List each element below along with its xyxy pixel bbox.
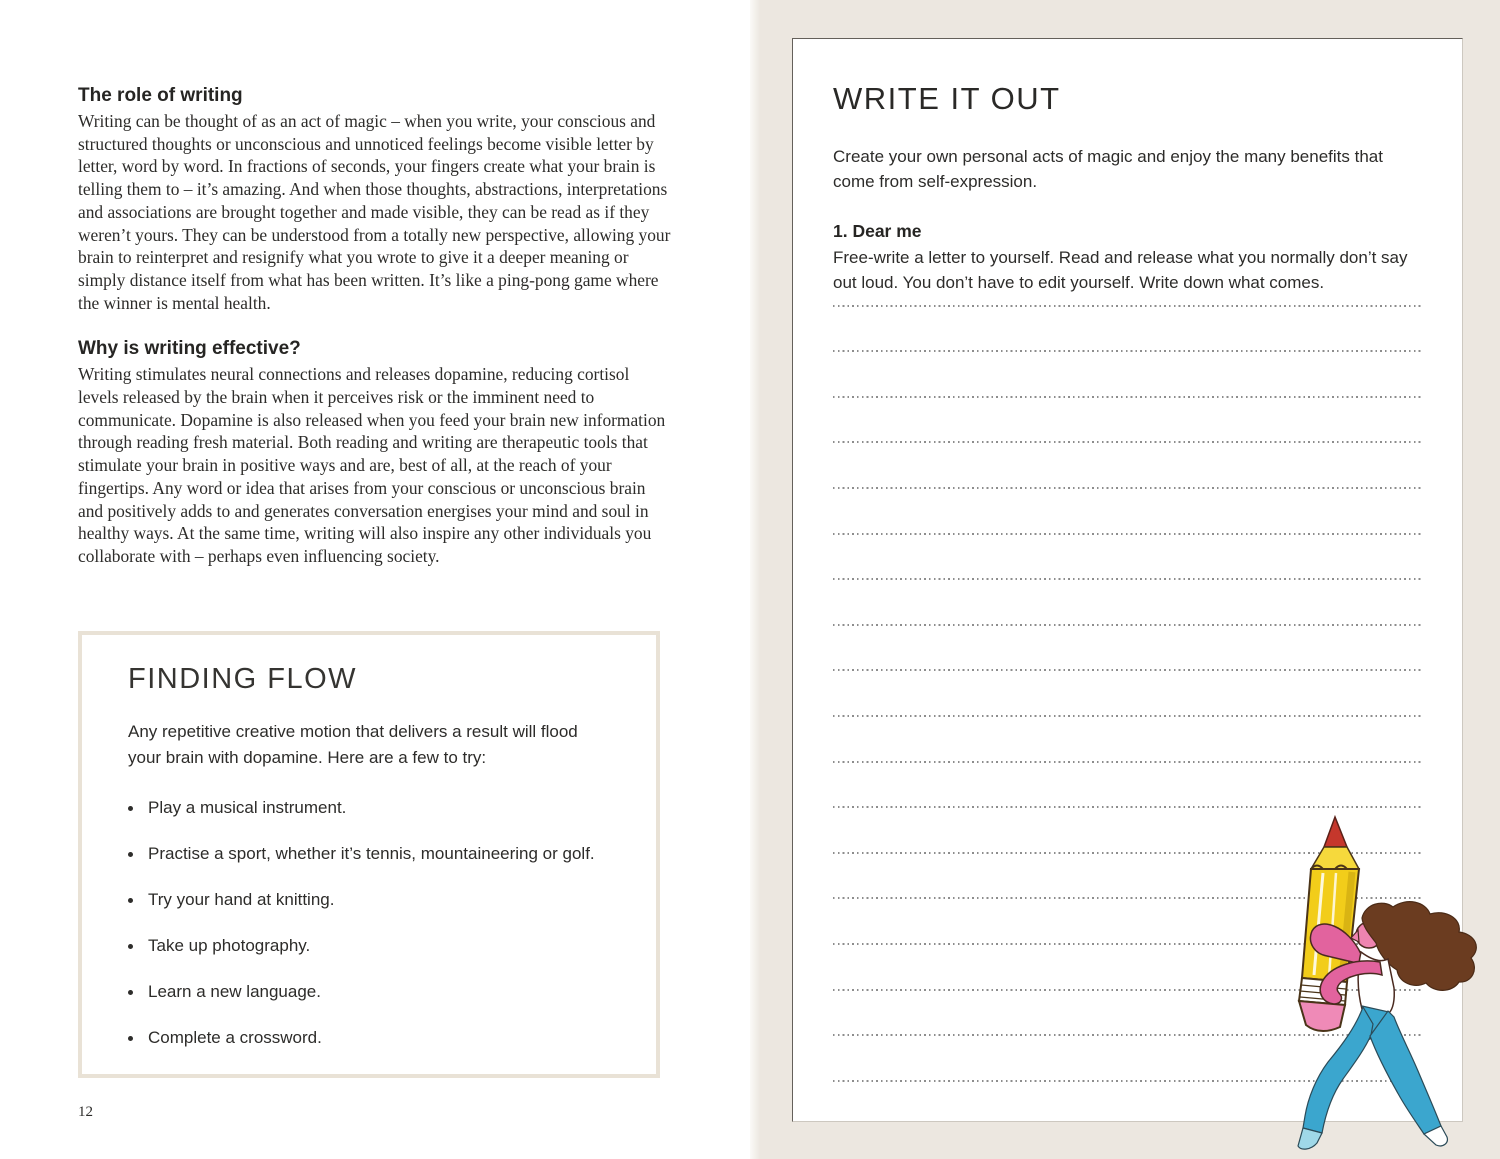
- writing-line: [833, 307, 1421, 353]
- finding-flow-box: [78, 631, 660, 1078]
- section-body: Writing stimulates neural connections and releases dopamine, reducing cortisol levels released by the brain when it perceives risk or the imminent need to communicate. Dopamine is also released when you feed your brain new information through reading fresh material. Both reading and writing are therapeutic tools that stimulate your brain in positive ways and are, best of all, at the reach of your fingertips. Any word or idea that arises from your conscious or unconscious brain and positively adds to and generates conversation energises your mind and soul in healthy ways. At the same time, writing will also inspire any other individuals you collaborate with – perhaps even influencing society.: [78, 364, 666, 566]
- list-item-label: Take up photography.: [148, 936, 311, 955]
- list-item: [128, 935, 616, 957]
- section-heading-role-of-writing: The role of writing: [78, 85, 243, 106]
- page-title: WRITE IT OUT: [833, 81, 1061, 116]
- exercise-body: Free-write a letter to yourself. Read and release what you normally don’t say out loud. You don’t have to edit yourself. Write down what comes.: [833, 248, 1408, 292]
- writing-line: [833, 443, 1421, 489]
- list-item-label: Try your hand at knitting.: [148, 890, 335, 909]
- bullet-icon: [128, 944, 133, 949]
- box-bullet-list: [128, 797, 616, 1049]
- list-item: [128, 1027, 616, 1049]
- pencil-tip: [1324, 817, 1347, 847]
- left-text-column: [78, 84, 674, 568]
- writing-line: [833, 671, 1421, 717]
- writing-line: [833, 763, 1421, 809]
- exercise-heading: 1. Dear me: [833, 221, 922, 241]
- bullet-icon: [128, 852, 133, 857]
- writing-line: [833, 261, 1421, 307]
- writing-line: [833, 626, 1421, 672]
- bullet-icon: [128, 806, 133, 811]
- bullet-icon: [128, 1036, 133, 1041]
- list-item: [128, 981, 616, 1003]
- list-item-label: Practise a sport, whether it’s tennis, mountaineering or golf.: [148, 844, 595, 863]
- box-intro: Any repetitive creative motion that delivers a result will flood your brain with dopamine. Here are a few to try:: [128, 722, 578, 767]
- section-body: Writing can be thought of as an act of magic – when you write, your conscious and structured thoughts or unconscious and unnoticed feelings become visible letter by letter, word by word. In fractions of seconds, your fingers create what your brain is telling them to – it’s amazing. And when those thoughts, abstractions, interpretations and associations are brought together and made visible, they can be read as if they weren’t yours. They can be understood from a totally new perspective, allowing your brain to reinterpret and resignify what you wrote to give it a deeper meaning or simply distance itself from what has been written. It’s like a ping-pong game where the winner is mental health.: [78, 111, 671, 313]
- writing-line: [833, 717, 1421, 763]
- woman-with-pencil-illustration: [1266, 812, 1490, 1159]
- page-intro: Create your own personal acts of magic and enjoy the many benefits that come from self-expression.: [833, 147, 1383, 191]
- list-item-label: Complete a crossword.: [148, 1028, 322, 1047]
- list-item: [128, 889, 616, 911]
- bullet-icon: [128, 990, 133, 995]
- writing-line: [833, 352, 1421, 398]
- right-page: [750, 0, 1500, 1159]
- writing-line: [833, 580, 1421, 626]
- bullet-icon: [128, 898, 133, 903]
- writing-line: [833, 489, 1421, 535]
- list-item-label: Play a musical instrument.: [148, 798, 347, 817]
- list-item: [128, 843, 616, 865]
- box-title: FINDING FLOW: [128, 663, 358, 695]
- writing-line: [833, 398, 1421, 444]
- writing-line: [833, 535, 1421, 581]
- page-number: 12: [78, 1104, 93, 1120]
- list-item: [128, 797, 616, 819]
- section-heading-why-effective: Why is writing effective?: [78, 338, 301, 360]
- list-item-label: Learn a new language.: [148, 982, 321, 1001]
